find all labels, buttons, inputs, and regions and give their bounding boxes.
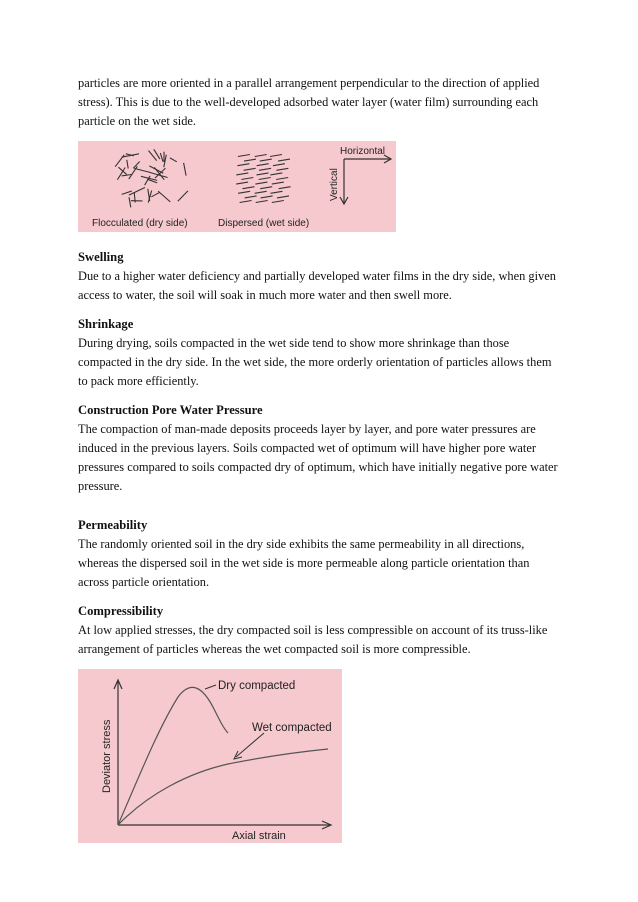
flocculated-particle [129, 166, 138, 179]
flocculated-particle [118, 167, 126, 174]
dispersed-particle [240, 201, 252, 203]
section-body: Due to a higher water deficiency and partially developed water films in the dry side, when given access to water, the soil will soak in much more water and then swell more. [78, 269, 556, 302]
dispersed-particle [271, 191, 283, 193]
section-heading: Construction Pore Water Pressure [78, 403, 263, 417]
intro-paragraph: particles are more oriented in a parallel arrangement perpendicular to the direction of applied stress). This is due to the well-developed adsorbed water layer (water film) surrounding each particle on the wet side. [78, 76, 540, 128]
orientation-axes [340, 155, 391, 204]
section-body: The compaction of man-made deposits proceeds layer by layer, and pore water pressures are induced in the previous layers. Soils compacted wet of optimum will have higher pore water pressures compared to soils compacted dry of optimum, which have initially negative pore water pressure. [78, 422, 558, 493]
vertical-label: Vertical [329, 168, 340, 201]
dispersed-particle [260, 187, 272, 189]
wet-compacted-curve [118, 749, 328, 825]
section-shrinkage [78, 315, 558, 391]
wet-compacted-label: Wet compacted [252, 722, 332, 734]
dispersed-particle [276, 168, 288, 170]
section-heading: Permeability [78, 518, 148, 532]
dispersed-particle [279, 187, 291, 189]
dispersed-particle [272, 201, 284, 203]
dispersed-label: Dispersed (wet side) [218, 218, 310, 229]
dispersed-particle [255, 155, 267, 157]
plot-axes [114, 680, 331, 829]
flocculated-particle [170, 158, 177, 162]
dispersed-particle [270, 155, 282, 157]
dispersed-particle [243, 187, 255, 189]
dispersed-particle [255, 191, 267, 193]
stress-strain-figure [78, 669, 342, 843]
dispersed-particle [273, 164, 285, 166]
dispersed-particle [278, 159, 290, 161]
dispersed-particle [238, 155, 250, 157]
section-permeability [78, 516, 558, 592]
horizontal-label: Horizontal [340, 146, 386, 157]
flocculated-label: Flocculated (dry side) [92, 218, 188, 229]
dispersed-particle [241, 178, 253, 180]
dry-compacted-label: Dry compacted [218, 680, 296, 692]
dispersed-particle [244, 168, 256, 170]
flocculated-particle [160, 153, 163, 162]
dispersed-particle [245, 196, 257, 198]
flocculated-particle [127, 160, 128, 169]
dispersed-particle [236, 173, 248, 175]
dispersed-particle [259, 178, 271, 180]
section-compressibility [78, 602, 558, 659]
dispersed-particle [238, 191, 250, 193]
flocculated-particles [115, 149, 188, 207]
section-heading: Compressibility [78, 604, 164, 618]
flocculated-particle [184, 163, 187, 176]
dispersed-particle [277, 196, 289, 198]
dispersed-particle [236, 182, 248, 184]
dispersed-particle [257, 164, 269, 166]
flocculated-particle [129, 197, 131, 207]
flocculated-particle [151, 192, 159, 197]
section-body: The randomly oriented soil in the dry side exhibits the same permeability in all directions, whereas the dispersed soil in the wet side is more permeable along particle orientation than across particle orientation. [78, 537, 530, 589]
section-swelling [78, 248, 558, 305]
document-page [78, 74, 558, 843]
dispersed-particle [256, 201, 268, 203]
particle-structure-figure [78, 141, 396, 232]
dispersed-particle [261, 196, 273, 198]
dispersed-particle [270, 173, 282, 175]
section-body: At low applied stresses, the dry compacted soil is less compressible on account of its truss-like arrangement of particles whereas the wet compacted soil is more compressible. [78, 623, 548, 656]
dispersed-particle [260, 159, 272, 161]
section-construction-pore-water-pressure [78, 401, 558, 496]
dispersed-particle [244, 159, 256, 161]
flocculated-particle [122, 175, 132, 176]
dispersed-particle [255, 182, 267, 184]
dry-compacted-curve [118, 687, 228, 825]
dispersed-particle [272, 182, 284, 184]
x-axis-label: Axial strain [232, 830, 286, 842]
flocculated-particle [115, 155, 124, 167]
dry-label-pointer [205, 685, 216, 689]
dispersed-particles [236, 155, 291, 203]
section-heading: Swelling [78, 250, 124, 264]
flocculated-particle [178, 191, 188, 201]
section-heading: Shrinkage [78, 317, 134, 331]
dispersed-particle [257, 173, 269, 175]
dispersed-particle [237, 164, 249, 166]
dispersed-particle [276, 178, 288, 180]
y-axis-label: Deviator stress [101, 719, 113, 793]
wet-label-pointer [236, 733, 264, 757]
section-body: During drying, soils compacted in the wet side tend to show more shrinkage than those compacted in the dry side. In the wet side, the more orderly orientation of particles allows them to pack more efficiently. [78, 336, 552, 388]
flocculated-particle [134, 168, 151, 172]
dispersed-particle [259, 168, 271, 170]
